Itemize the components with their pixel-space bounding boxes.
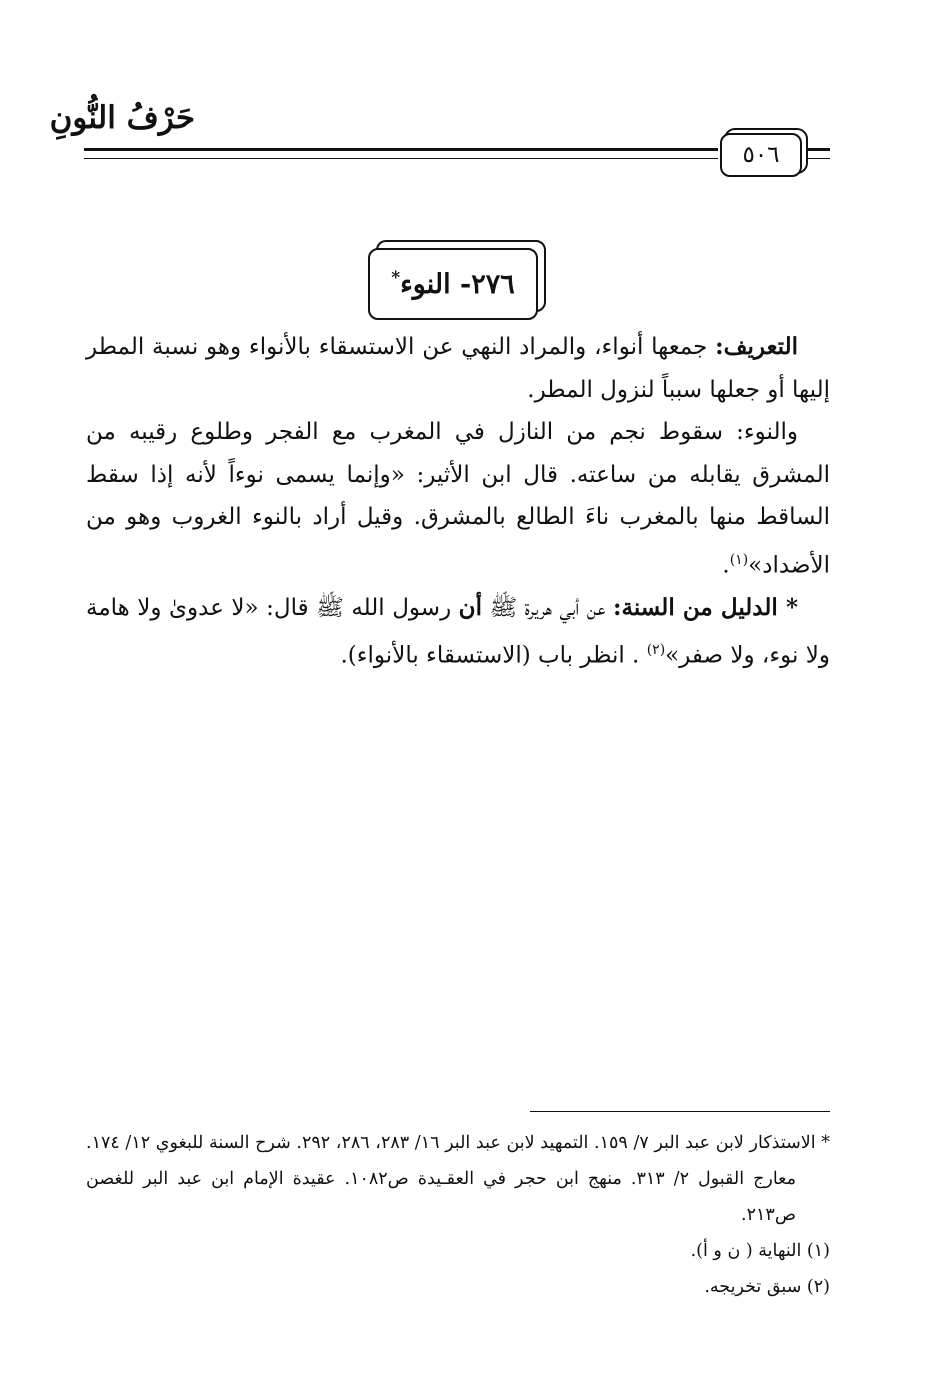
naw-paragraph	[86, 411, 830, 587]
evidence-text-b: رسول الله ﷺ قال: «لا عدوىٰ ولا هامة ولا نوء، ولا صفر»	[86, 594, 830, 669]
definition-text: جمعها أنواء، والمراد النهي عن الاستسقاء بالأنواء وهو نسبة المطر إليها أو جعلها سبباً لنزول المطر.	[86, 334, 830, 403]
footnote-star: * الاستذكار لابن عبد البر ٧/ ١٥٩. التمهيد لابن عبد البر ١٦/ ٢٨٣، ٢٨٦، ٢٩٢. شرح السنة للبغوي ١٢/ ١٧٤. معارج القبول ٢/ ٣١٣. منهج ابن حجر في العقـيدة ص١٠٨٢. عقيدة الإمام ابن عبد البر للغصن ص٢١٣.	[86, 1133, 831, 1225]
evidence-end: . انظر باب (الاستسقاء بالأنواء).	[340, 642, 647, 669]
footnote-ref-1: (١)	[729, 551, 749, 568]
header-rule-right	[806, 148, 830, 159]
entry-title-text: ٢٧٦- النوء	[400, 269, 515, 300]
evidence-bold-word: أن	[458, 593, 482, 621]
naw-end: .	[722, 552, 730, 579]
entry-title-box	[368, 248, 538, 320]
page-number-box	[720, 133, 802, 177]
running-title: حَرْفُ النُّونِ	[49, 100, 195, 136]
definition-paragraph	[86, 326, 830, 411]
footnote-separator	[530, 1111, 830, 1112]
footnote-1: (١) النهاية ( ن و أ).	[690, 1241, 830, 1261]
footnote-ref-2: (٢)	[646, 642, 666, 659]
entry-title-frame	[368, 240, 542, 316]
entry-body	[86, 326, 830, 677]
evidence-label: * الدليل من السنة:	[613, 593, 798, 621]
entry-title-marker: *	[391, 268, 401, 288]
footnote-2: (٢) سبق تخريجه.	[704, 1277, 830, 1297]
page-number: ٥٠٦	[742, 142, 780, 168]
evidence-text-a: عن أبي هريرة ﷺ	[481, 594, 614, 621]
header-rule-left	[84, 148, 718, 159]
definition-label: التعريف:	[715, 333, 798, 360]
evidence-paragraph	[86, 587, 830, 678]
entry-title	[391, 268, 515, 300]
naw-text: والنوء: سقوط نجم من النازل في المغرب مع الفجر وطلوع رقيبه من المشرق يقابله من ساعته. قال ابن الأثير: «وإنما يسمى نوءاً لأنه إذا سقط الساقط منها بالمغرب ناءَ الطالع بالمشرق. وقيل أراد بالنوء الغروب وهو من الأضداد»	[86, 419, 830, 579]
footnotes	[86, 1125, 830, 1305]
